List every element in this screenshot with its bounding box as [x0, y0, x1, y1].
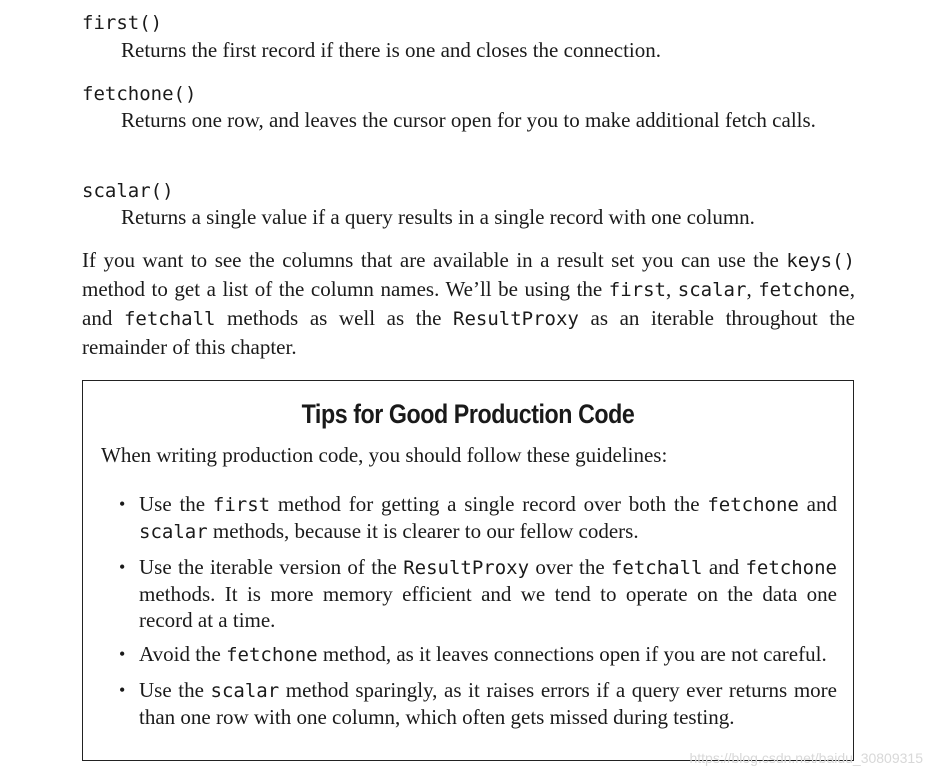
tips-box: [82, 380, 854, 761]
tip-text: Use the first method for getting a single record over both the fetchone and scalar methods, because it is clearer to our fellow coders.: [139, 492, 837, 543]
code-fetchall: fetchall: [123, 308, 216, 330]
term-first: first(): [82, 12, 163, 34]
bullet-icon: •: [119, 644, 126, 664]
bullet-icon: •: [119, 557, 126, 577]
term-fetchone: fetchone(): [82, 83, 197, 105]
tip-text: Avoid the fetchone method, as it leaves connections open if you are not careful.: [139, 642, 827, 666]
watermark-url: https://blog.csdn.net/baidu_30809315: [689, 750, 923, 766]
tip-text: Use the scalar method sparingly, as it raises errors if a query ever returns more than one row with one column, which often gets missed during testing.: [139, 678, 837, 729]
term-first-description: Returns the first record if there is one and closes the connection.: [121, 38, 661, 62]
bullet-icon: •: [119, 494, 126, 514]
term-fetchone-description: Returns one row, and leaves the cursor open for you to make additional fetch calls.: [121, 108, 816, 132]
term-scalar-description: Returns a single value if a query results in a single record with one column.: [121, 205, 755, 229]
body-paragraph: If you want to see the columns that are available in a result set you can use the keys() method to get a list of the column names. We’ll be using the first, scalar, fetchone, and fetchall methods as well as the ResultProxy as an iterable throughout the remainder of this chapter.: [82, 248, 856, 359]
code-scalar: scalar: [677, 279, 747, 301]
tip-text: Use the iterable version of the ResultProxy over the fetchall and fetchone methods. It is more memory efficient and we tend to operate on the data one record at a time.: [139, 555, 837, 632]
term-scalar: scalar(): [82, 180, 174, 202]
code-fetchone: fetchone: [758, 279, 850, 301]
code-resultproxy: ResultProxy: [453, 308, 579, 330]
code-first: first: [608, 279, 666, 301]
tips-title: Tips for Good Production Code: [301, 399, 635, 429]
tips-intro: When writing production code, you should follow these guidelines:: [101, 443, 668, 467]
code-keys: keys(): [786, 250, 855, 272]
bullet-icon: •: [119, 680, 126, 700]
